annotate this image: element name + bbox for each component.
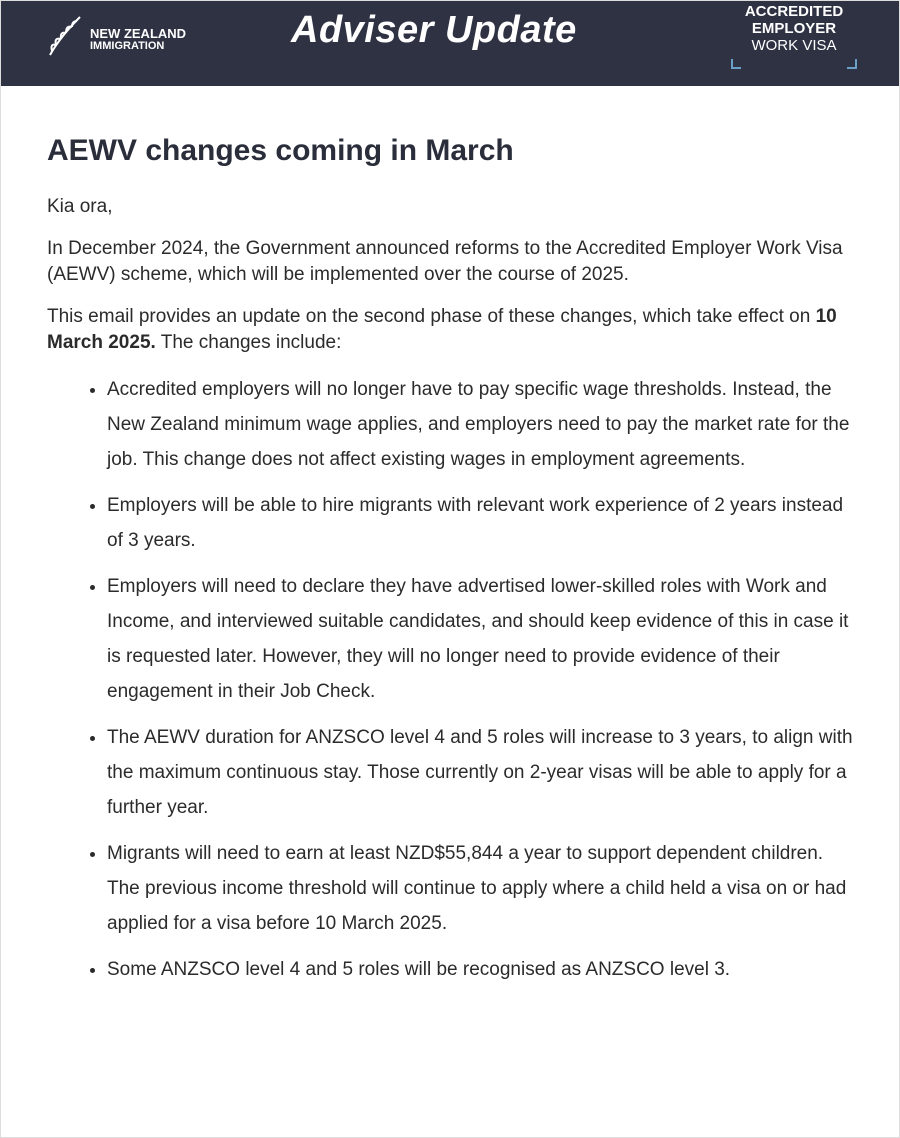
- aewv-badge: [731, 3, 857, 69]
- greeting: Kia ora,: [47, 196, 113, 217]
- logo-line-2: IMMIGRATION: [90, 40, 165, 52]
- list-item: • Accredited employers will no longer have to pay specific wage thresholds. Instead, the New Zealand minimum wage applies, and employers need to pay the market rate for the job. This change does not affect existing wages in employment agreements.: [107, 372, 853, 477]
- list-item: • Employers will need to declare they have advertised lower-skilled roles with Work and Income, and interviewed suitable candidates, and should keep evidence of this in case it is requested later. However, they will no longer need to provide evidence of their engagement in their Job Check.: [107, 569, 853, 709]
- badge-line-1: ACCREDITED: [744, 3, 844, 20]
- update-paragraph: [47, 304, 853, 356]
- changes-list: [47, 372, 853, 987]
- header-banner: [1, 1, 899, 86]
- list-item: • Employers will be able to hire migrants with relevant work experience of 2 years instead of 3 years.: [107, 488, 853, 558]
- badge-line-2: EMPLOYER: [751, 20, 837, 37]
- newsletter-title: Adviser Update: [291, 9, 577, 51]
- badge-line-3: WORK VISA: [751, 37, 837, 54]
- update-text-before: This email provides an update on the second phase of these changes, which take effect on: [47, 306, 816, 327]
- email-body: [1, 134, 899, 987]
- effective-date: 10 March 2025.: [47, 306, 837, 353]
- update-text-after: The changes include:: [155, 332, 342, 353]
- list-item: • The AEWV duration for ANZSCO level 4 and 5 roles will increase to 3 years, to align with the maximum continuous stay. Those currently on 2-year visas will be able to apply for a further year.: [107, 720, 853, 825]
- page-title: AEWV changes coming in March: [47, 134, 514, 167]
- fern-icon: [46, 15, 86, 57]
- badge-corner: [731, 59, 741, 69]
- list-item: • Migrants will need to earn at least NZD$55,844 a year to support dependent children. The previous income threshold will continue to apply where a child held a visa on or had applied for a visa before 10 March 2025.: [107, 836, 853, 941]
- logo-line-1: NEW ZEALAND: [90, 26, 187, 41]
- list-item: • Some ANZSCO level 4 and 5 roles will be recognised as ANZSCO level 3.: [107, 952, 853, 987]
- intro-paragraph: In December 2024, the Government announced reforms to the Accredited Employer Work Visa (AEWV) scheme, which will be implemented over the course of 2025.: [47, 238, 843, 285]
- badge-corner: [847, 59, 857, 69]
- nz-immigration-logo: [46, 15, 186, 57]
